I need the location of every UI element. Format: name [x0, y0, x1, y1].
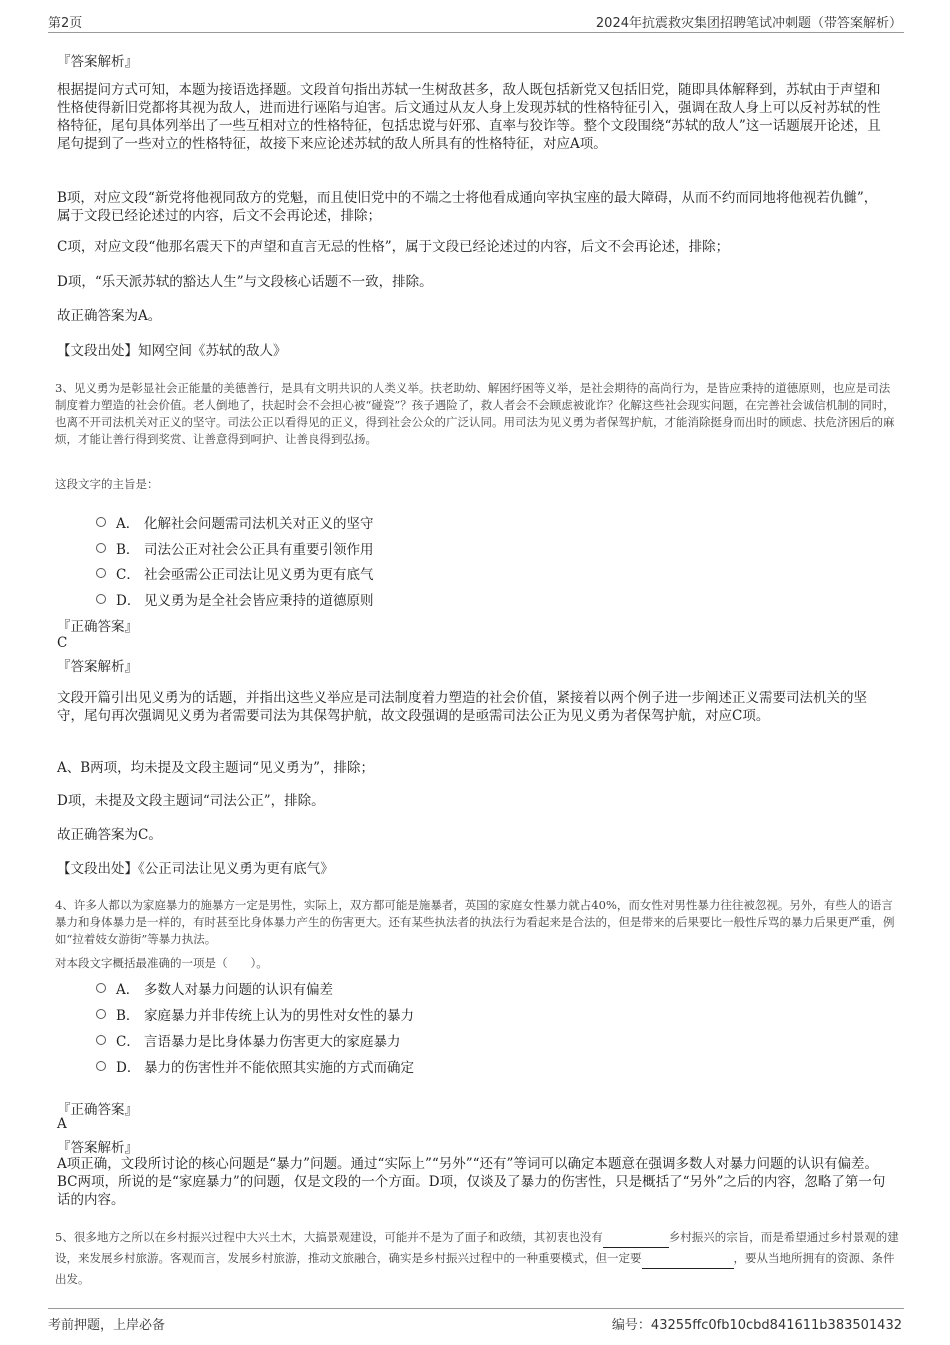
radio-icon[interactable] [96, 983, 106, 993]
q3-analysis-p4: 故正确答案为C。 [57, 827, 162, 843]
radio-icon[interactable] [96, 517, 106, 527]
q3-answer-label: 『正确答案』 [57, 619, 138, 635]
q3-source: 【文段出处】《公正司法让见义勇为更有底气》 [57, 861, 334, 877]
q4-option-b[interactable]: B． 家庭暴力并非传统上认为的男性对女性的暴力 [96, 1004, 414, 1024]
q3-analysis-p2: A、B两项，均未提及文段主题词“见义勇为”，排除； [57, 760, 374, 776]
q2-analysis-p4: D项，“乐天派苏轼的豁达人生”与文段核心话题不一致，排除。 [57, 274, 433, 290]
radio-icon[interactable] [96, 594, 106, 604]
q3-analysis-p1: 文段开篇引出见义勇为的话题，并指出这些义举应是司法制度着力塑造的社会价值，紧接着以两个例子进一步阐述正义需要司法机关的坚守，尾句再次强调见义勇为者需要司法为其保驾护航，故文段强调的是亟需司法公正为见义勇为者保驾护航，对应C项。 [57, 690, 867, 724]
radio-icon[interactable] [96, 1009, 106, 1019]
q4-option-a[interactable]: A． 多数人对暴力问题的认识有偏差 [96, 978, 333, 998]
q2-source: 【文段出处】知网空间《苏轼的敌人》 [57, 343, 287, 359]
q5-blank-2[interactable] [642, 1248, 734, 1269]
radio-icon[interactable] [96, 1061, 106, 1071]
q3-option-c[interactable]: C． 社会亟需公正司法让见义勇为更有底气 [96, 563, 374, 583]
q4-analysis-p1: A项正确，文段所讨论的核心问题是“暴力”问题。通过“实际上”“另外”“还有”等词可以确定本题意在强调多数人对暴力问题的认识有偏差。BC两项，所说的是“家庭暴力”的问题，仅是文段的一个方面。D项，仅谈及了暴力的伤害性，只是概括了“另外”之后的内容，忽略了第一句话的内容。 [57, 1156, 886, 1208]
q3-analysis-p3: D项，未提及文段主题词“司法公正”，排除。 [57, 793, 325, 809]
page-number: 第2页 [48, 16, 83, 31]
radio-icon[interactable] [96, 568, 106, 578]
q2-analysis-p3: C项，对应文段“他那名震天下的声望和直言无忌的性格”，属于文段已经论述过的内容，后文不会再论述，排除； [57, 239, 730, 255]
header-divider [48, 32, 904, 33]
q3-option-b[interactable]: B． 司法公正对社会公正具有重要引领作用 [96, 538, 374, 558]
footer-slogan: 考前押题，上岸必备 [48, 1318, 166, 1333]
q4-option-c[interactable]: C． 言语暴力是比身体暴力伤害更大的家庭暴力 [96, 1030, 401, 1050]
q4-analysis-label: 『答案解析』 [57, 1140, 138, 1156]
q4-answer-label: 『正确答案』 [57, 1102, 138, 1118]
footer-divider [48, 1308, 904, 1309]
q3-answer: C [57, 635, 68, 651]
q3-analysis-label: 『答案解析』 [57, 659, 138, 675]
q2-analysis-p1: 根据提问方式可知，本题为接语选择题。文段首句指出苏轼一生树敌甚多，敌人既包括新党又包括旧党，随即具体解释到，苏轼由于声望和性格使得新旧党都将其视为敌人，进而进行诬陷与迫害。后文通过从友人身上发现苏轼的性格特征引入，强调在敌人身上可以反衬苏轼的性格特征，尾句具体列举出了一些互相对立的性格特征，包括忠谠与奸邪、直率与狡诈等。整个文段围绕“苏轼的敌人”这一话题展开论述，且尾句提到了一些对立的性格特征，故接下来应论述苏轼的敌人所具有的性格特征，对应A项。 [57, 82, 881, 152]
q3-stem: 3、见义勇为是彰显社会正能量的美德善行，是具有文明共识的人类义举。扶老助幼、解困纾困等义举，是社会期待的高尚行为，是皆应秉持的道德原则，也应是司法制度着力塑造的社会价值。老人倒地了，扶起时会不会担心被“碰瓷”？孩子遇险了，救人者会不会顾虑被讹诈？化解这些社会现实问题，在完善社会诚信机制的同时，也离不开司法机关对正义的坚守。司法公正以看得见的正义，得到社会公众的广泛认同。用司法为见义勇为者保驾护航，才能消除挺身而出时的顾虑、扶危济困后的麻烦，才能让善行得到奖赏、让善意得到呵护、让善良得到弘扬。 [55, 381, 895, 446]
q2-analysis-p5: 故正确答案为A。 [57, 308, 162, 324]
document-title: 2024年抗震救灾集团招聘笔试冲刺题（带答案解析） [595, 16, 902, 31]
q5-stem: 5、很多地方之所以在乡村振兴过程中大兴土木，大搞景观建设，可能并不是为了面子和政绩，其初衷也没有 乡村振兴的宗旨，而是希望通过乡村景观的建设，来发展乡村旅游。客观而言，发展乡村旅游，推动文旅融合，确实是乡村振兴过程中的一种重要模式，但一定要 ，要从当地所拥有的资源、条件出发。 [55, 1227, 900, 1289]
q2-analysis-p2: B项，对应文段“新党将他视同敌方的党魁，而且使旧党中的不端之士将他看成通向宰执宝座的最大障碍，从而不约而同地将他视若仇雠”，属于文段已经论述过的内容，后文不会再论述，排除； [57, 190, 878, 224]
q4-stem: 4、许多人都以为家庭暴力的施暴方一定是男性，实际上，双方都可能是施暴者，英国的家庭女性暴力就占40%，而女性对男性暴力往往被忽视。另外，有些人的语言暴力和身体暴力是一样的，有时甚至比身体暴力产生的伤害更大。还有某些执法者的执法行为看起来是合法的，但是带来的后果要比一般性斥骂的暴力后果更严重，例如“拉着妓女游街”等暴力执法。 [55, 898, 895, 946]
radio-icon[interactable] [96, 1035, 106, 1045]
radio-icon[interactable] [96, 543, 106, 553]
footer-serial: 编号：43255ffc0fb10cbd841611b383501432 [611, 1318, 902, 1333]
q4-answer: A [57, 1116, 67, 1132]
q4-option-d[interactable]: D． 暴力的伤害性并不能依照其实施的方式而确定 [96, 1056, 414, 1076]
q3-prompt: 这段文字的主旨是： [55, 477, 159, 491]
q2-analysis-label: 『答案解析』 [57, 54, 138, 70]
q5-blank-1[interactable] [603, 1227, 669, 1248]
q3-option-d[interactable]: D． 见义勇为是全社会皆应秉持的道德原则 [96, 589, 374, 609]
q3-option-a[interactable]: A． 化解社会问题需司法机关对正义的坚守 [96, 512, 374, 532]
q4-prompt: 对本段文字概括最准确的一项是（ ）。 [55, 956, 268, 970]
